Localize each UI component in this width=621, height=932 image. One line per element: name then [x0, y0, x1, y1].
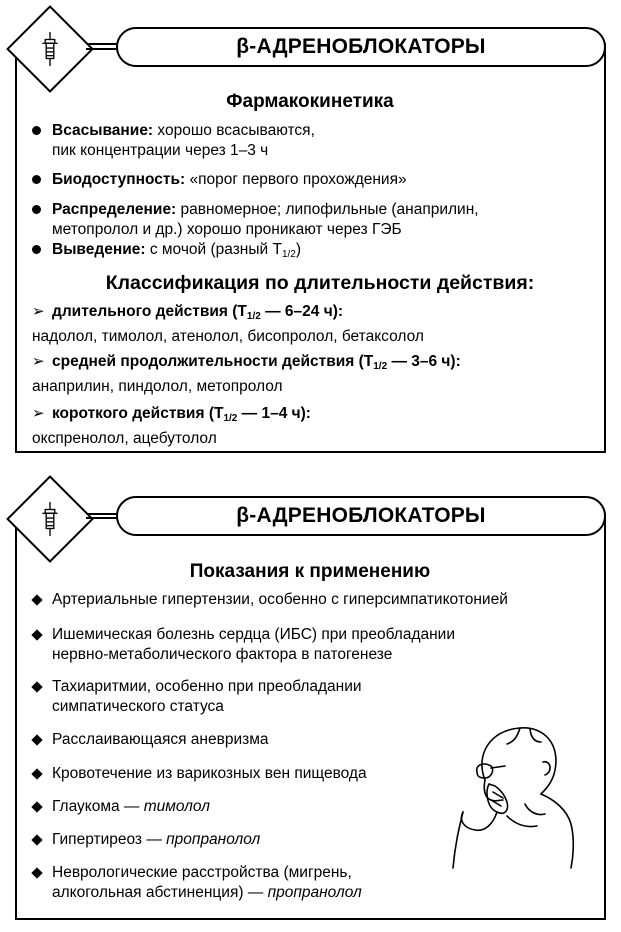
bullet-icon	[32, 175, 41, 184]
card-title: β-АДРЕНОБЛОКАТОРЫ	[116, 496, 606, 536]
list-item: Биодоступность: «порог первого прохождения»	[32, 170, 407, 190]
diamond-bullet-icon	[31, 801, 42, 812]
list-item: Распределение: равномерное; липофильные (анаприлин, метопролол и др.) хорошо проникают через ГЭБ	[32, 200, 479, 240]
list-item: Тахиаритмии, особенно при преобладании симпатического статуса	[32, 677, 362, 717]
list-item: Гипертиреоз — пропранолол	[32, 830, 260, 850]
list-item: Неврологические расстройства (мигрень, алкогольная абстиненция) — пропранолол	[32, 863, 362, 903]
arrow-bullet-icon: ➢	[32, 405, 45, 422]
diamond-bullet-icon	[31, 867, 42, 878]
card-title: β-АДРЕНОБЛОКАТОРЫ	[116, 27, 606, 67]
list-item: Расслаивающаяся аневризма	[32, 730, 269, 750]
diamond-bullet-icon	[31, 834, 42, 845]
list-item: Артериальные гипертензии, особенно с гиперсимпатикотонией	[32, 590, 508, 610]
list-item: Выведение: с мочой (разный $Т_{1/2}$)	[32, 240, 301, 265]
diamond-bullet-icon	[31, 734, 42, 745]
man-with-headache-illustration	[445, 720, 585, 870]
arrow-bullet-icon: ➢	[32, 353, 45, 370]
list-item: Всасывание: хорошо всасываются, пик концентрации через 1–3 ч	[32, 121, 315, 161]
diamond-bullet-icon	[31, 681, 42, 692]
arrow-bullet-icon: ➢	[32, 303, 45, 320]
diamond-bullet-icon	[31, 629, 42, 640]
banner-connector	[86, 517, 118, 519]
diamond-bullet-icon	[31, 768, 42, 779]
bullet-icon	[32, 126, 41, 135]
section-heading-pharmacokinetics: Фармакокинетика	[226, 91, 394, 112]
banner-connector	[86, 48, 118, 50]
list-item: Кровотечение из варикозных вен пищевода	[32, 764, 367, 784]
bullet-icon	[32, 205, 41, 214]
syringe-icon	[31, 30, 69, 68]
bullet-icon	[32, 245, 41, 254]
syringe-icon	[31, 500, 69, 538]
list-item: Глаукома — тимолол	[32, 797, 210, 817]
list-item: ➢ длительного действия ($Т_{1/2}$ — 6–24 ч): надолол, тимолол, атенолол, бисопролол, бетаксолол	[32, 303, 424, 345]
list-item: ➢ короткого действия ($Т_{1/2}$ — 1–4 ч): окспренолол, ацебутолол	[32, 405, 311, 447]
list-item: Ишемическая болезнь сердца (ИБС) при преобладании нервно-метаболического фактора в патогенезе	[32, 625, 455, 665]
diamond-bullet-icon	[31, 594, 42, 605]
list-item: ➢ средней продолжительности действия ($Т_{1/2}$ — 3–6 ч): анаприлин, пиндолол, метопролол	[32, 353, 461, 395]
section-heading-indications: Показания к применению	[189, 561, 431, 582]
section-heading-classification: Классификация по длительности действия:	[105, 272, 535, 294]
